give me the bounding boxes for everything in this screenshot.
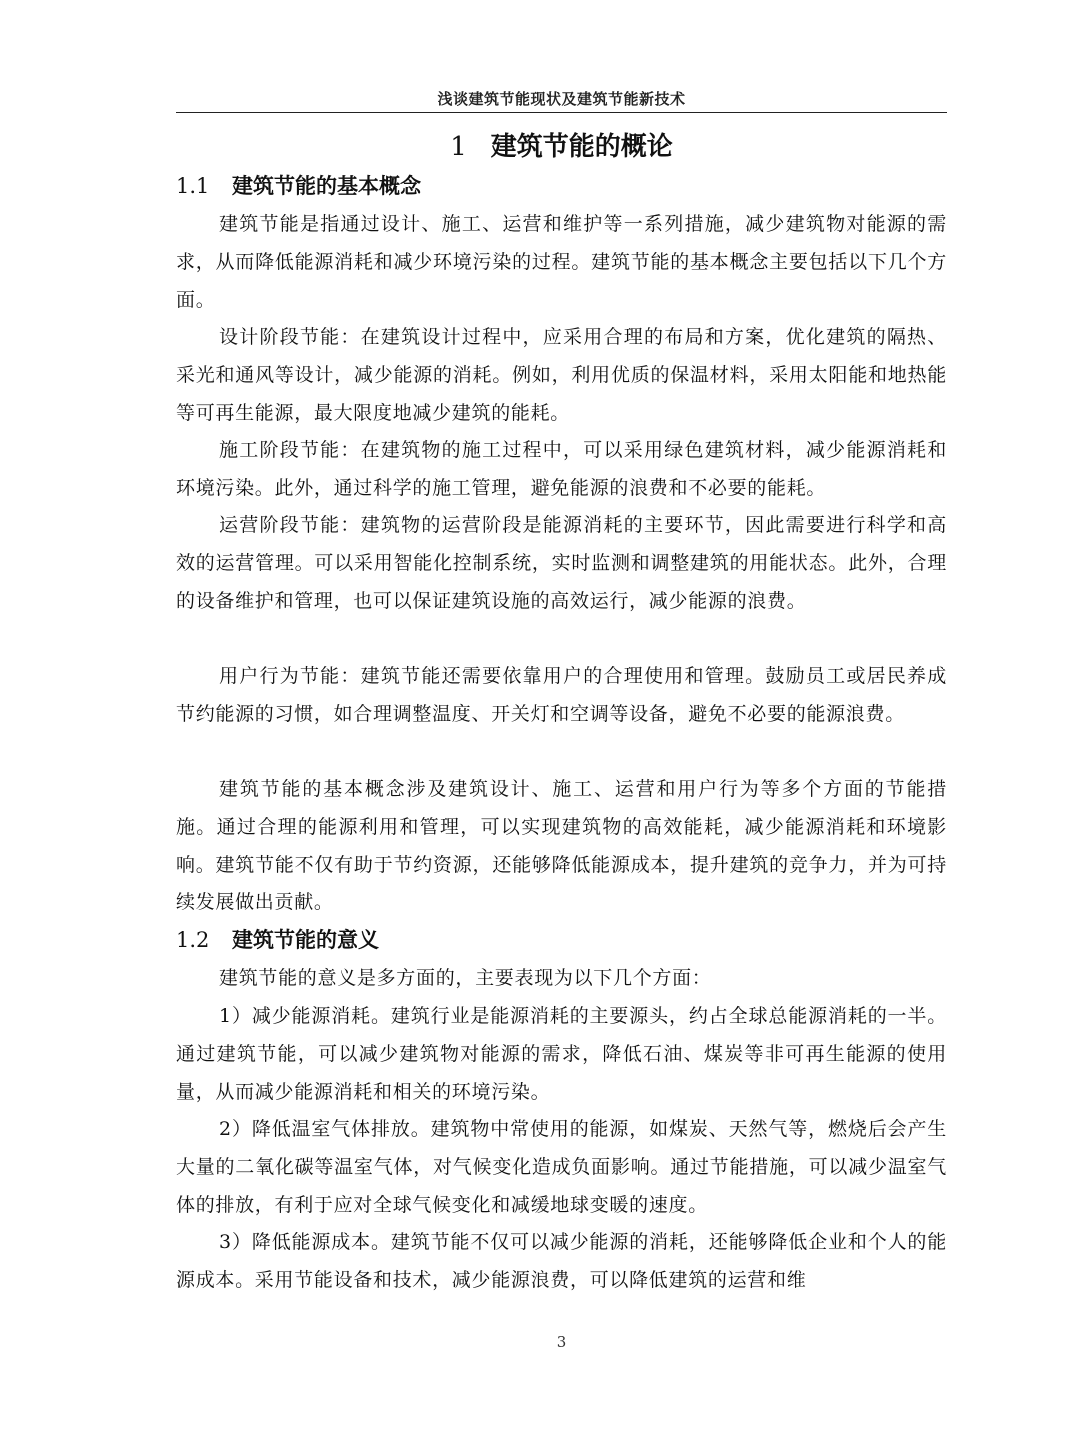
- chapter-title-text: 建筑节能的概论: [490, 132, 673, 162]
- section-number: 1.2: [176, 928, 210, 952]
- list-paragraph: 1）减少能源消耗。建筑行业是能源消耗的主要源头，约占全球总能源消耗的一半。通过建筑节能，可以减少建筑物对能源的需求，降低石油、煤炭等非可再生能源的使用量，从而减少能源消耗和相关的环境污染。: [176, 1005, 947, 1103]
- chapter-title: [176, 128, 947, 166]
- section-heading-1-1: [176, 171, 947, 201]
- paragraph: 建筑节能的基本概念涉及建筑设计、施工、运营和用户行为等多个方面的节能措施。通过合理的能源利用和管理，可以实现建筑物的高效能耗，减少能源消耗和环境影响。建筑节能不仅有助于节约资源，还能够降低能源成本，提升建筑的竞争力，并为可持续发展做出贡献。: [176, 778, 947, 914]
- list-paragraph: 3）降低能源成本。建筑节能不仅可以减少能源的消耗，还能够降低企业和个人的能源成本。采用节能设备和技术，减少能源浪费，可以降低建筑的运营和维: [176, 1231, 947, 1291]
- page-number: 3: [556, 1333, 567, 1351]
- paragraph: 施工阶段节能：在建筑物的施工过程中，可以采用绿色建筑材料，减少能源消耗和环境污染。此外，通过科学的施工管理，避免能源的浪费和不必要的能耗。: [176, 439, 947, 499]
- paragraph: 建筑节能的意义是多方面的，主要表现为以下几个方面：: [219, 967, 712, 989]
- section-heading-1-2: [176, 925, 947, 955]
- paragraph: 用户行为节能：建筑节能还需要依靠用户的合理使用和管理。鼓励员工或居民养成节约能源的习惯，如合理调整温度、开关灯和空调等设备，避免不必要的能源浪费。: [176, 665, 947, 725]
- chapter-number: 1: [450, 132, 467, 162]
- list-paragraph: 2）降低温室气体排放。建筑物中常使用的能源，如煤炭、天然气等，燃烧后会产生大量的二氧化碳等温室气体，对气候变化造成负面影响。通过节能措施，可以减少温室气体的排放，有利于应对全球气候变化和减缓地球变暖的速度。: [176, 1118, 947, 1216]
- header-rule: [176, 112, 947, 113]
- running-header: 浅谈建筑节能现状及建筑节能新技术: [437, 90, 686, 108]
- paragraph: 建筑节能是指通过设计、施工、运营和维护等一系列措施，减少建筑物对能源的需求，从而降低能源消耗和减少环境污染的过程。建筑节能的基本概念主要包括以下几个方面。: [176, 213, 947, 311]
- paragraph: 运营阶段节能：建筑物的运营阶段是能源消耗的主要环节，因此需要进行科学和高效的运营管理。可以采用智能化控制系统，实时监测和调整建筑的用能状态。此外，合理的设备维护和管理，也可以保证建筑设施的高效运行，减少能源的浪费。: [176, 514, 947, 612]
- section-title: 建筑节能的基本概念: [232, 174, 421, 198]
- section-number: 1.1: [176, 174, 210, 198]
- section-title: 建筑节能的意义: [232, 928, 379, 952]
- paragraph: 设计阶段节能：在建筑设计过程中，应采用合理的布局和方案，优化建筑的隔热、采光和通风等设计，减少能源的消耗。例如，利用优质的保温材料，采用太阳能和地热能等可再生能源，最大限度地减少建筑的能耗。: [176, 326, 947, 424]
